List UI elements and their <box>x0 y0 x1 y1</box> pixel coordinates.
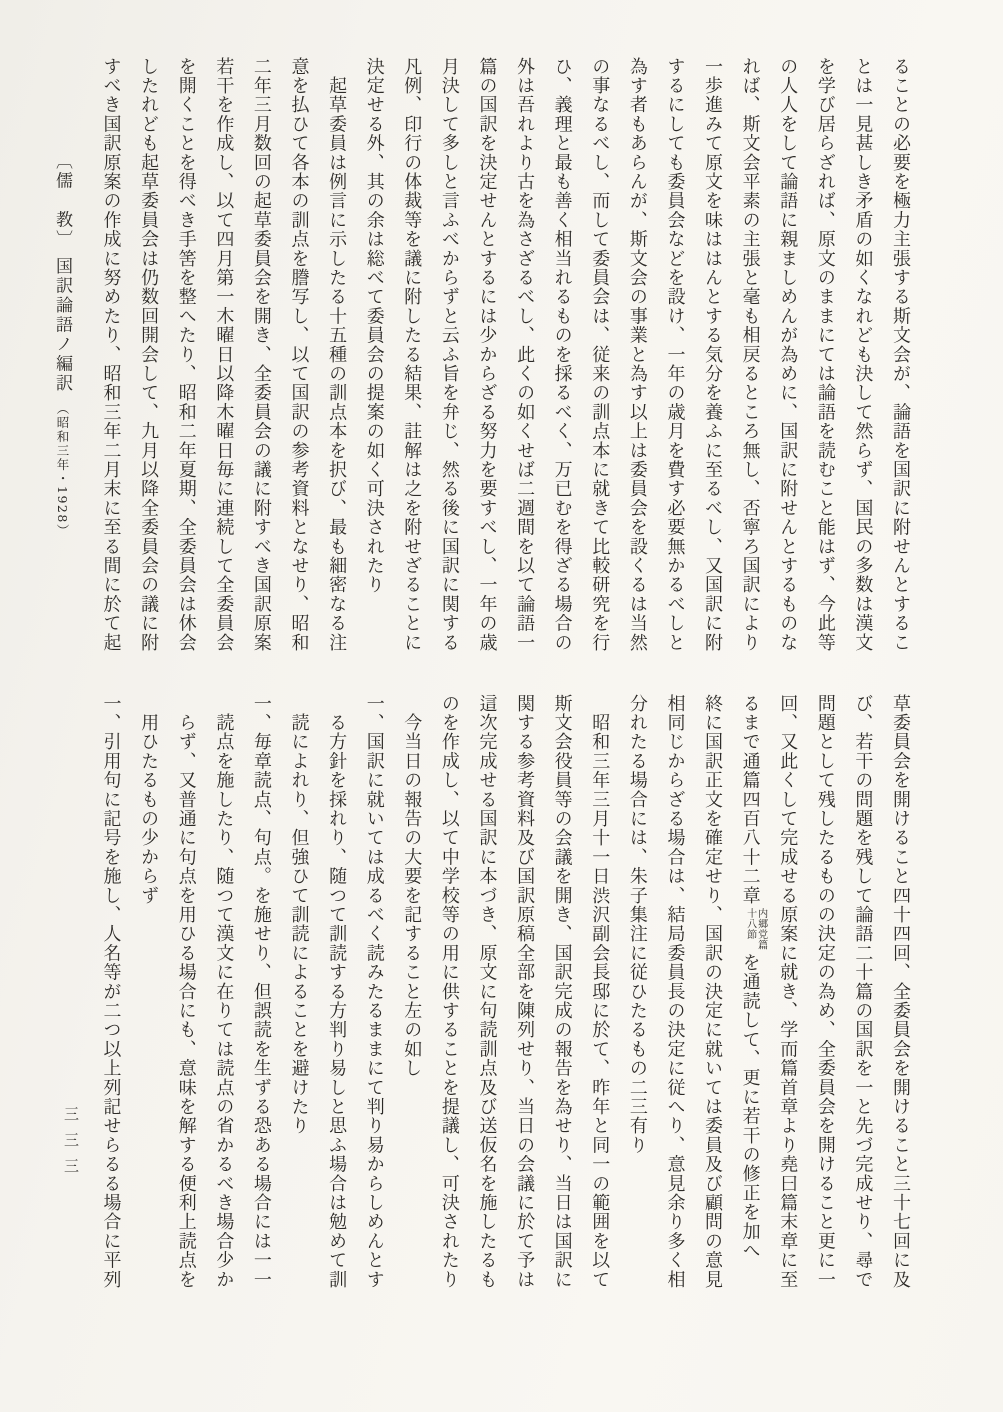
inline-note-line: 内郷党篇 <box>755 908 767 951</box>
text-column <box>731 694 769 1296</box>
text-column: 一、引用句に記号を施し、人名等が二つ以上列記せらるる場合に平列 <box>100 694 122 1290</box>
text-column: れば、斯文会平素の主張と毫も相戻るところ無し、否寧ろ国訳により <box>739 57 761 653</box>
work-year: （昭和三年・1928） <box>55 401 70 538</box>
text-column: 決定せる外、其の余は総べて委員会の提案の如く可決されたり <box>363 57 385 595</box>
text-column: 外は吾れより古を為さざるべし、此くの如くせば二週間を以て論語一 <box>514 57 536 653</box>
text-column: 問題として残したるものの決定の為め、全委員会を開けること更に一 <box>814 694 836 1290</box>
text-column: 一歩進みて原文を味ははんとする気分を養ふに至るべし、又国訳に附 <box>702 57 724 653</box>
text-column: 草委員会を開けること四十四回、全委員会を開けること三十七回に及 <box>890 694 911 1290</box>
text-column: 起草委員は例言に示したる十五種の訓点本を択び、最も細密なる注 <box>326 57 348 653</box>
text-column: の事なるべし、而して委員会は、従来の訓点本に就きて比較研究を行 <box>589 57 611 653</box>
text-column: 読によれり、但強ひて訓読によることを避けたり <box>288 694 310 1136</box>
text-column: 若干を作成し、以て四月第一木曜日以降木曜日毎に連続して全委員会 <box>213 57 235 653</box>
text-column: 分れたる場合には、朱子集注に従ひたるもの二三有り <box>626 694 648 1155</box>
text-column: らず、又普通に句点を用ひる場合にも、意味を解する便利上読点を <box>175 694 197 1290</box>
text-column: ることの必要を極力主張する斯文会が、論語を国訳に附せんとするこ <box>890 57 911 653</box>
text-column: 凡例、印行の体裁等を議に附したる結果、註解は之を附せざることに <box>401 57 423 653</box>
text-column: の人人をして論語に親ましめんが為めに、国訳に附せんとするものな <box>777 57 799 653</box>
text-column: 月決して多しと言ふべからずと云ふ旨を弁じ、然る後に国訳に関する <box>438 57 460 653</box>
text-column: するにしても委員会などを設け、一年の歳月を費す必要無かるべしと <box>664 57 686 653</box>
text-column: したれども起草委員会は仍数回開会して、九月以降全委員会の議に附 <box>138 57 160 653</box>
text-column: 為す者もあらんが、斯文会の事業と為す以上は委員会を設くるは当然 <box>626 57 648 653</box>
text-column: 関する参考資料及び国訳原稿全部を陳列せり、当日の会議に於て予は <box>514 694 536 1290</box>
text-column: 意を払ひて各本の訓点を謄写し、以て国訳の参考資料となせり、昭和 <box>288 57 310 653</box>
text-column: を学び居らざれば、原文のままにては論語を読むこと能はず、今此等 <box>814 57 836 653</box>
column-text: を通読して、更に若干の修正を加へ <box>739 953 761 1261</box>
text-column: る方針を採れり、随つて訓読する方判り易しと思ふ場合は勉めて訓 <box>326 694 348 1290</box>
text-column: び、若干の問題を残して論語二十篇の国訳を一と先づ完成せり、尋で <box>852 694 874 1290</box>
text-column: 終に国訳正文を確定せり、国訳の決定に就いては委員及び顧問の意見 <box>702 694 724 1290</box>
text-column: ひ、義理と最も善く相当れるものを採るべく、万已むを得ざる場合の <box>551 57 573 653</box>
text-column: 這次完成せる国訳に本づき、原文に句読訓点及び送仮名を施したるも <box>476 694 498 1290</box>
top-text-block <box>92 57 919 659</box>
inline-note <box>745 908 767 950</box>
section-title <box>49 152 75 582</box>
column-text: るまで通篇四百八十二章 <box>739 694 761 906</box>
text-column: 用ひたるもの少からず <box>138 694 160 906</box>
text-column: 読点を施したり、随つて漢文に在りては読点の省かるべき場合少か <box>213 694 235 1290</box>
page-number: 三三三 <box>62 1106 80 1184</box>
text-column: 相同じからざる場合は、結局委員長の決定に従へり、意見余り多く相 <box>664 694 686 1290</box>
text-column: 二年三月数回の起草委員会を開き、全委員会の議に附すべき国訳原案 <box>250 57 272 653</box>
inline-note-line: 十八節 <box>744 908 756 940</box>
text-column: 昭和三年三月十一日渋沢副会長邸に於て、昨年と同一の範囲を以て <box>589 694 611 1290</box>
text-column: 回、又此くして完成せる原案に就き、学而篇首章より堯曰篇末章に至 <box>777 694 799 1290</box>
text-column: すべき国訳原案の作成に努めたり、昭和三年二月末に至る間に於て起 <box>100 57 122 653</box>
bottom-text-block <box>92 694 919 1296</box>
text-column: 斯文会役員等の会議を開き、国訳完成の報告を為せり、当日は国訳に <box>551 694 573 1290</box>
text-column: 一、国訳に就いては成るべく読みたるままにて判り易からしめんとす <box>363 694 385 1290</box>
category-tag: 〔儒 教〕 <box>52 152 72 250</box>
text-column: のを作成し、以て中学校等の用に供することを提議し、可決されたり <box>438 694 460 1290</box>
text-column: 篇の国訳を決定せんとするには少からざる努力を要すべし、一年の歳 <box>476 57 498 653</box>
text-column: とは一見甚しき矛盾の如くなれども決して然らず、国民の多数は漢文 <box>852 57 874 653</box>
work-title: 国訳論語ノ編訳 <box>52 257 72 394</box>
text-column: 一、毎章読点、句点。を施せり、但誤読を生ずる恐ある場合には一一 <box>250 694 272 1290</box>
text-column: 今当日の報告の大要を記すること左の如し <box>401 694 423 1078</box>
text-column: を開くことを得べき手筈を整へたり、昭和二年夏期、全委員会は休会 <box>175 57 197 653</box>
